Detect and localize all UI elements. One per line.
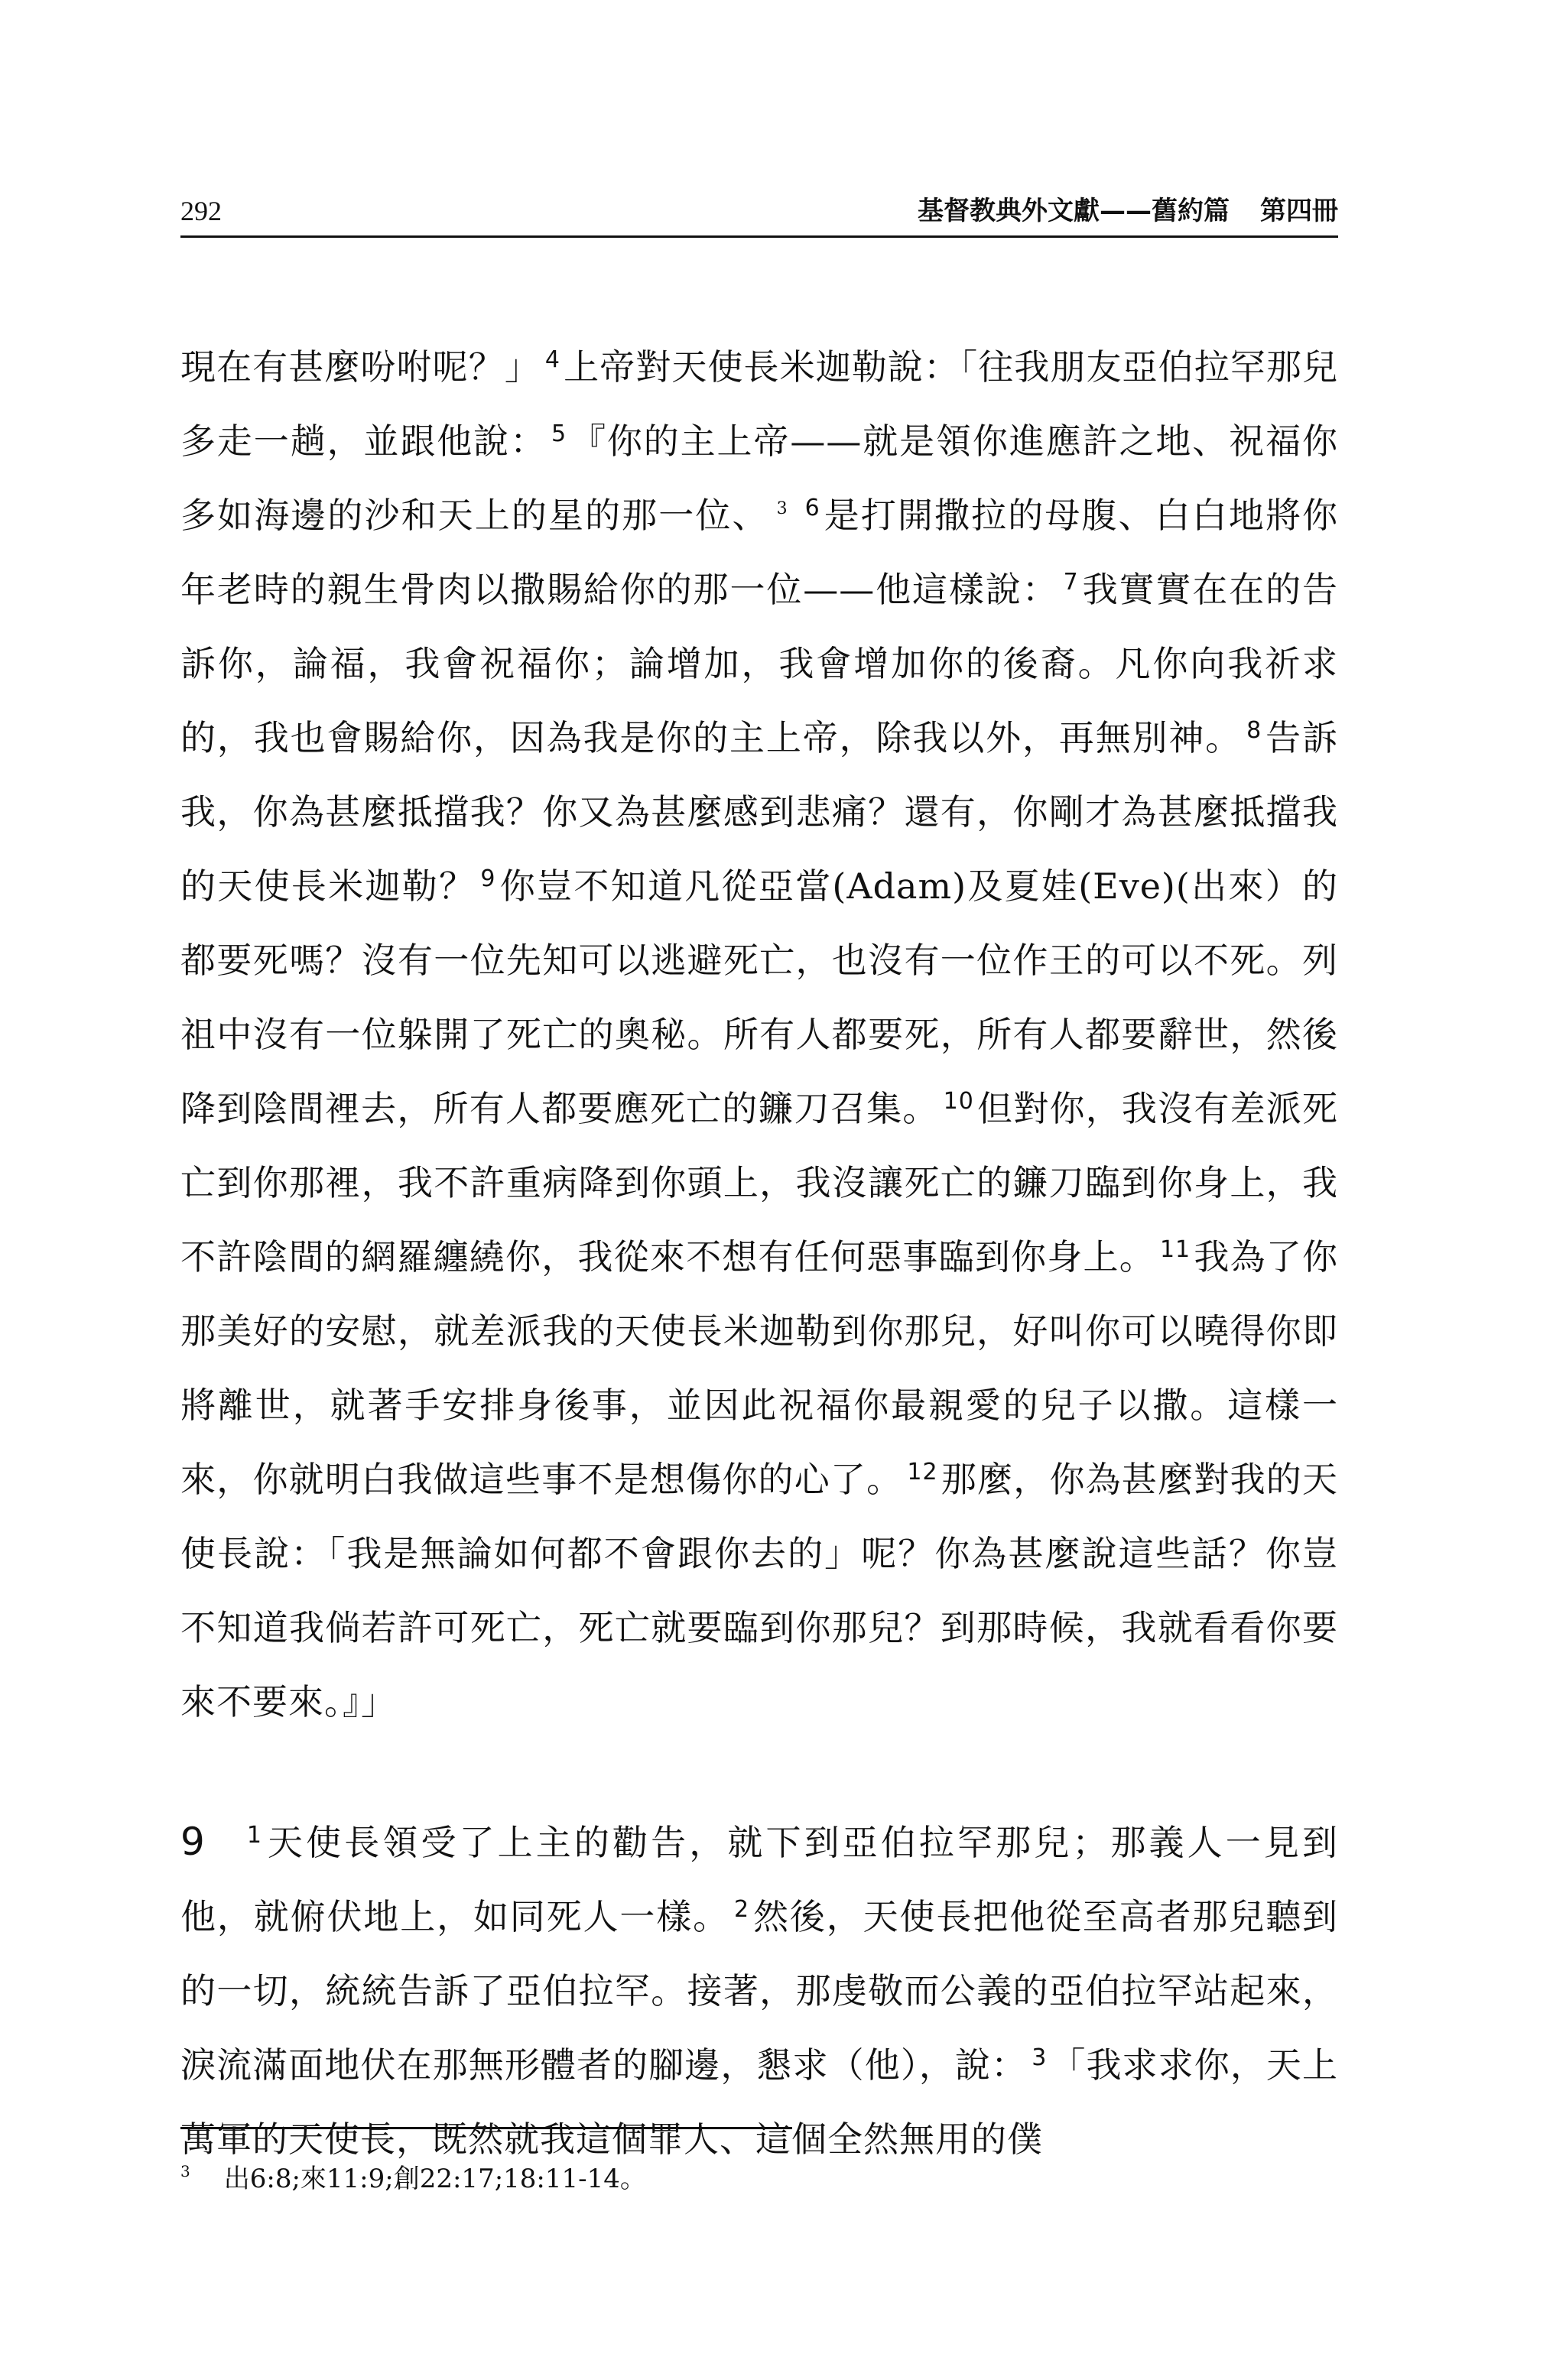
running-header [180, 193, 1338, 238]
verse-text: 「我求求你，天上萬軍的天使長，既然就我這個罪人、這個全然無用的僕 [180, 2044, 1339, 2160]
verse-number: 7 [1063, 569, 1079, 596]
verse-number: 9 [480, 865, 496, 892]
verse-number: 4 [544, 346, 561, 373]
book-title: 基督教典外文獻——舊約篇 [918, 196, 1230, 226]
footnote-divider [180, 2127, 792, 2129]
verse-text: 我實實在在的告訴你，論福，我會祝福你；論增加，我會增加你的後裔。凡你向我祈求的，我也會賜給你，因為我是你的主上帝，除我以外，再無別神。 [180, 569, 1339, 758]
verse-text: 但對你，我沒有差派死亡到你那裡，我不許重病降到你頭上，我沒讓死亡的鐮刀臨到你身上，我不許陰間的網羅纏繞你，我從來不想有任何惡事臨到你身上。 [180, 1088, 1339, 1278]
body-text [180, 330, 1338, 2177]
verse-number: 10 [943, 1088, 974, 1115]
page-number: 292 [180, 196, 222, 226]
verse-text: 我為了你那美好的安慰，就差派我的天使長米迦勒到你那兒，好叫你可以曉得你即將離世，就著手安排身後事，並因此祝福你最親愛的兒子以撒。這樣一來，你就明白我做這些事不是想傷你的心了。 [180, 1236, 1339, 1500]
verse-text: 現在有甚麼吩咐呢？」 [180, 346, 541, 388]
verse-text: 你豈不知道凡從亞當(Adam)及夏娃(Eve)(出來）的都要死嗎？沒有一位先知可以逃避死亡，也沒有一位作王的可以不死。列祖中沒有一位躲開了死亡的奧秘。所有人都要死，所有人都要辭世，然後降到陰間裡去，所有人都要應死亡的鐮刀召集。 [180, 865, 1339, 1129]
running-title [918, 193, 1338, 229]
verse-number: 8 [1246, 717, 1262, 744]
verse-number: 11 [1159, 1236, 1191, 1263]
footnote-reference: 3 [776, 499, 788, 518]
verse-number: 6 [804, 495, 820, 521]
verse-text: 那麼，你為甚麼對我的天使長說：「我是無論如何都不會跟你去的」呢？你為甚麼說這些話？你豈不知道我倘若許可死亡，死亡就要臨到你那兒？到那時候，我就看看你要來不要來。』」 [180, 1459, 1339, 1722]
verse-number: 12 [907, 1459, 938, 1485]
verse-number: 3 [1032, 2044, 1048, 2071]
footnote-text: 出6:8;來11:9;創22:17;18:11-14。 [223, 2164, 646, 2194]
paragraph [180, 330, 1338, 1739]
chapter-number: 9 [180, 1820, 206, 1864]
volume-label: 第四冊 [1260, 196, 1338, 226]
verse-text: 然後，天使長把他從至高者那兒聽到的一切，統統告訴了亞伯拉罕。接著，那虔敬而公義的亞伯拉罕站起來，淚流滿面地伏在那無形體者的腳邊，懇求（他），說： [180, 1896, 1339, 2086]
verse-number: 1 [246, 1822, 262, 1849]
verse-text: 是打開撒拉的母腹、白白地將你年老時的親生骨肉以撒賜給你的那一位——他這樣說： [180, 495, 1339, 610]
verse-number: 2 [734, 1896, 750, 1923]
chapter-paragraph [180, 1805, 1338, 2177]
verse-text: 天使長領受了上主的勸告，就下到亞伯拉罕那兒；那義人一見到他，就俯伏地上，如同死人一樣。 [180, 1822, 1338, 1937]
verse-text: 告訴我，你為甚麼抵擋我？你又為甚麼感到悲痛？還有，你剛才為甚麼抵擋我的天使長米迦勒？ [180, 717, 1339, 907]
verse-number: 5 [551, 420, 567, 447]
verse-text: 『你的主上帝——就是領你進應許之地、祝福你多如海邊的沙和天上的星的那一位、 [180, 420, 1339, 536]
footnote-mark: 3 [180, 2162, 190, 2180]
footnote [180, 2154, 646, 2196]
verse-text: 上帝對天使長米迦勒說：「往我朋友亞伯拉罕那兒多走一趟，並跟他說： [180, 346, 1339, 462]
